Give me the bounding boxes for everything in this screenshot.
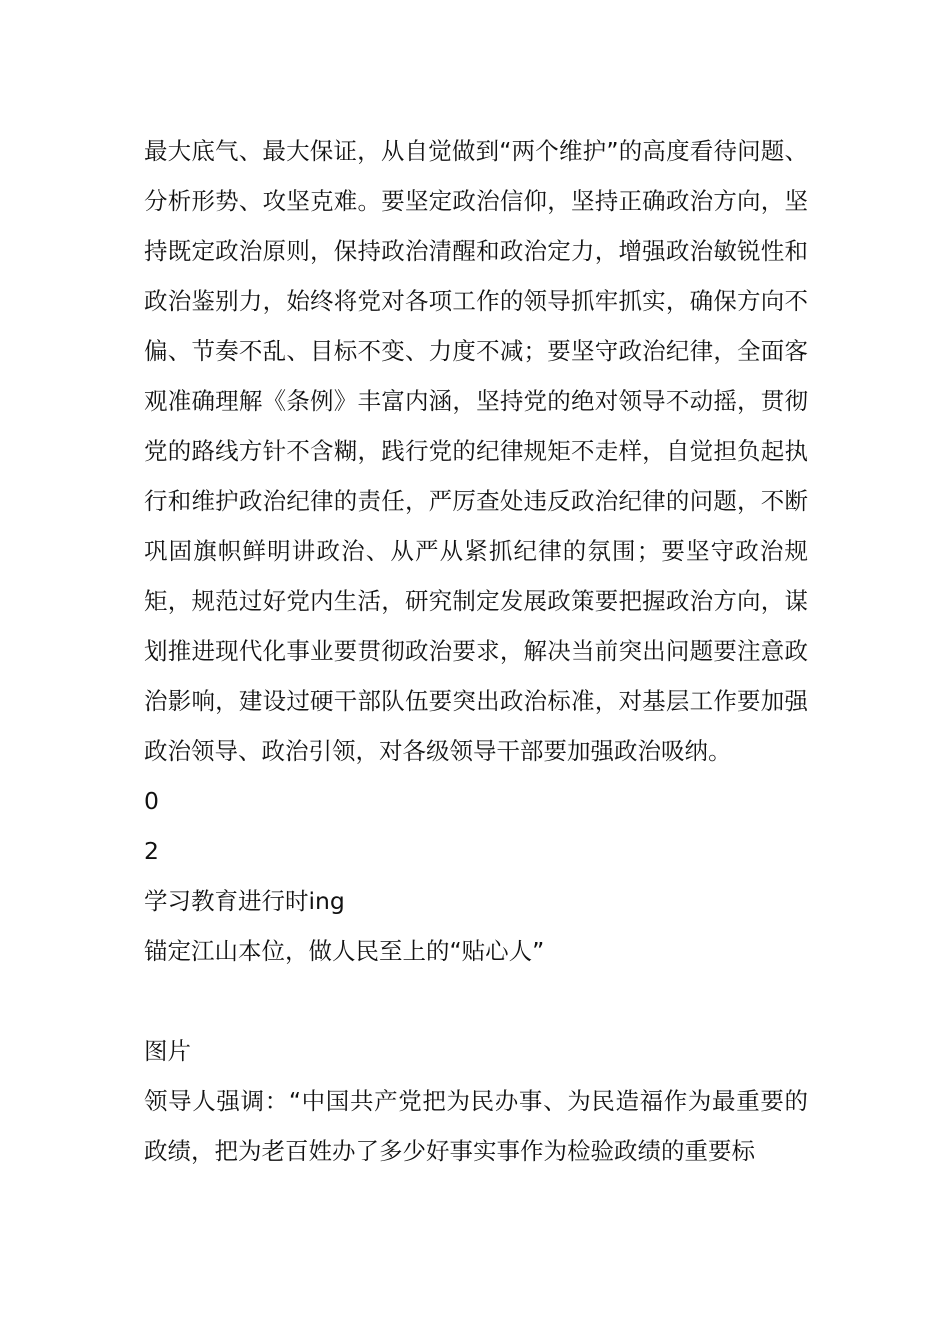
section-label: 学习教育进行时ing <box>144 887 345 915</box>
section-number-first-digit: 0 <box>144 787 159 815</box>
document-content <box>144 126 808 1176</box>
body-paragraph-1: 最大底气、最大保证，从自觉做到“两个维护”的高度看待问题、分析形势、攻坚克难。要坚定政治信仰，坚持正确政治方向，坚持既定政治原则，保持政治清醒和政治定力，增强政治敏锐性和政治鉴别力，始终将党对各项工作的领导抓牢抓实，确保方向不偏、节奏不乱、目标不变、力度不减；要坚守政治纪律，全面客观准确理解《条例》丰富内涵，坚持党的绝对领导不动摇，贯彻党的路线方针不含糊，践行党的纪律规矩不走样，自觉担负起执行和维护政治纪律的责任，严厉查处违反政治纪律的问题，不断巩固旗帜鲜明讲政治、从严从紧抓纪律的氛围；要坚守政治规矩，规范过好党内生活，研究制定发展政策要把握政治方向，谋划推进现代化事业要贯彻政治要求，解决当前突出问题要注意政治影响，建设过硬干部队伍要突出政治标准，对基层工作要加强政治领导、政治引领，对各级领导干部要加强政治吸纳。 <box>144 137 808 765</box>
image-placeholder-text: 图片 <box>144 1037 191 1065</box>
section-number-second-digit: 2 <box>144 837 159 865</box>
section-title: 锚定江山本位，做人民至上的“贴心人” <box>144 937 545 965</box>
body-paragraph-2: 领导人强调：“中国共产党把为民办事、为民造福作为最重要的政绩，把为老百姓办了多少好事实事作为检验政绩的重要标 <box>144 1087 808 1165</box>
blank-line <box>144 976 808 1026</box>
